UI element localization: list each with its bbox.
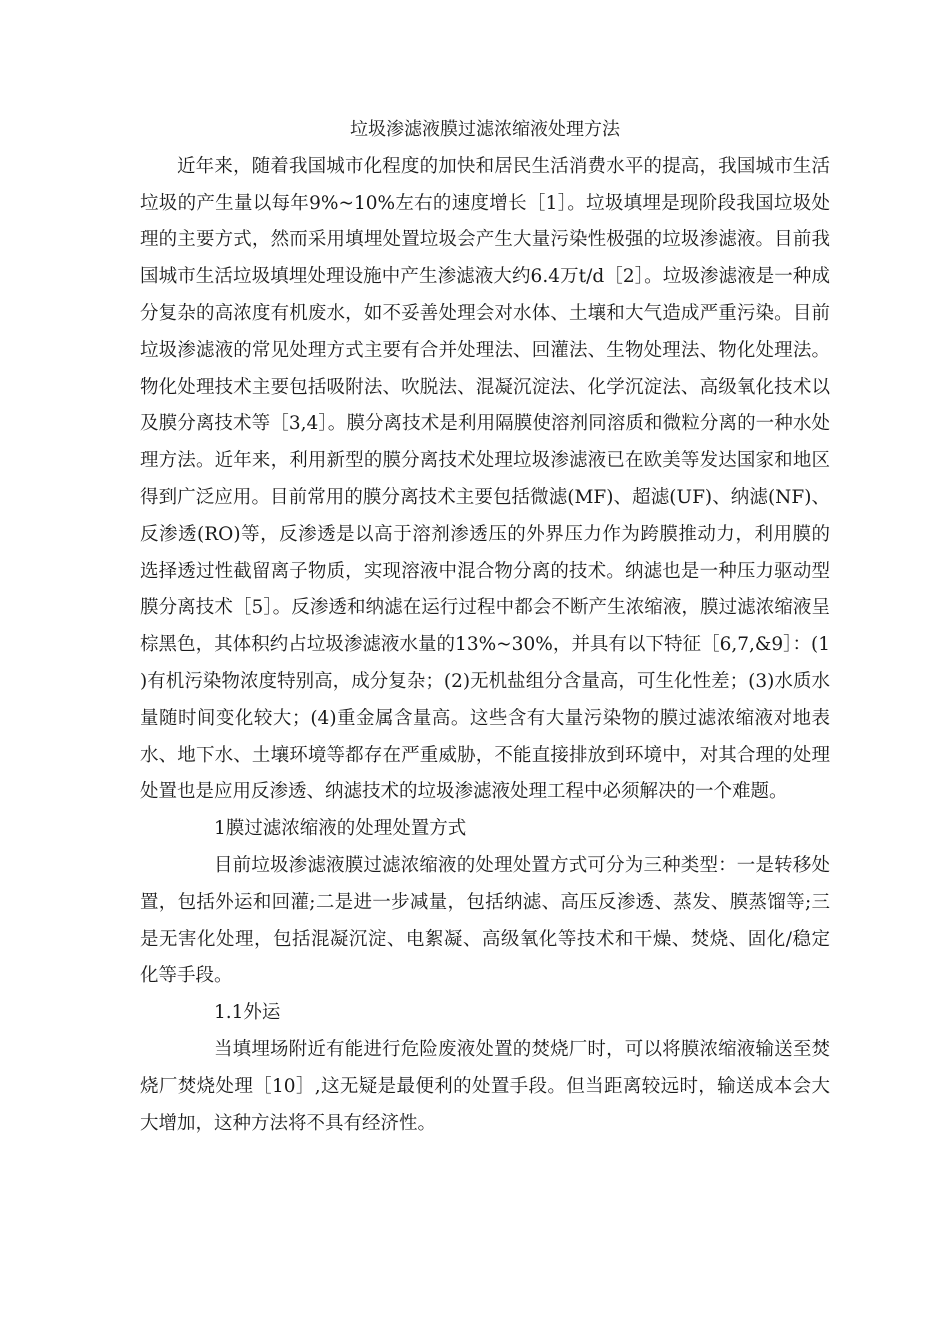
section-1-1-paragraph: 当填埋场附近有能进行危险废液处置的焚烧厂时，可以将膜浓缩液输送至焚烧厂焚烧处理［10］,这无疑是最便利的处置手段。但当距离较远时，输送成本会大大增加，这种方法将不具有经济性。 — [140, 1038, 830, 1134]
document-title: 垃圾渗滤液膜过滤浓缩液处理方法 — [350, 119, 620, 140]
section-1-1-heading: 1.1外运 — [214, 1002, 281, 1024]
intro-paragraph: 近年来，随着我国城市化程度的加快和居民生活消费水平的提高，我国城市生活垃圾的产生量以每年9%~10%左右的速度增长［1］。垃圾填埋是现阶段我国垃圾处理的主要方式，然而采用填埋处置垃圾会产生大量污染性极强的垃圾渗滤液。目前我国城市生活垃圾填埋处理设施中产生渗滤液大约6.4万t/d［2］。垃圾渗滤液是一种成分复杂的高浓度有机废水，如不妥善处理会对水体、土壤和大气造成严重污染。目前垃圾渗滤液的常见处理方式主要有合并处理法、回灌法、生物处理法、物化处理法。物化处理技术主要包括吸附法、吹脱法、混凝沉淀法、化学沉淀法、高级氧化技术以及膜分离技术等［3,4］。膜分离技术是利用隔膜使溶剂同溶质和微粒分离的一种水处理方法。近年来，利用新型的膜分离技术处理垃圾渗滤液已在欧美等发达国家和地区得到广泛应用。目前常用的膜分离技术主要包括微滤(MF)、超滤(UF)、纳滤(NF)、反渗透(RO)等，反渗透是以高于溶剂渗透压的外界压力作为跨膜推动力，利用膜的选择透过性截留离子物质，实现溶液中混合物分离的技术。纳滤也是一种压力驱动型膜分离技术［5］。反渗透和纳滤在运行过程中都会不断产生浓缩液，膜过滤浓缩液呈棕黑色，其体积约占垃圾渗滤液水量的13%~30%，并具有以下特征［6,7,&9］：(1)有机污染物浓度特别高，成分复杂；(2)无机盐组分含量高，可生化性差；(3)水质水量随时间变化较大；(4)重金属含量高。这些含有大量污染物的膜过滤浓缩液对地表水、地下水、土壤环境等都存在严重威胁，不能直接排放到环境中，对其合理的处理处置也是应用反渗透、纳滤技术的垃圾渗滤液处理工程中必须解决的一个难题。 — [140, 155, 830, 803]
document-page — [140, 112, 830, 1142]
section-1-heading: 1膜过滤浓缩液的处理处置方式 — [214, 818, 467, 840]
section-1-paragraph: 目前垃圾渗滤液膜过滤浓缩液的处理处置方式可分为三种类型：一是转移处置，包括外运和回灌;二是进一步减量，包括纳滤、高压反渗透、蒸发、膜蒸馏等;三是无害化处理，包括混凝沉淀、电絮凝、高级氧化等技术和干燥、焚烧、固化/稳定化等手段。 — [140, 854, 830, 987]
